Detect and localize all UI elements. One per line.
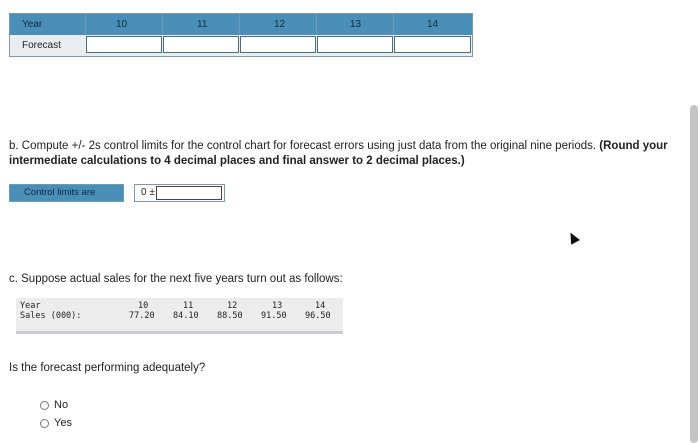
forecast-input-10[interactable] (86, 36, 162, 53)
sales-value-14: 96.50 (305, 311, 331, 321)
sales-value-12: 88.50 (217, 311, 243, 321)
sales-value-13: 91.50 (261, 311, 287, 321)
forecast-input-12[interactable] (240, 36, 316, 53)
radio-no-label[interactable]: No (54, 399, 69, 411)
radio-no[interactable] (40, 401, 49, 410)
control-limits-input[interactable] (156, 186, 222, 200)
forecast-table (9, 13, 473, 57)
control-limits-field-group (134, 184, 225, 202)
control-limits-label: Control limits are (9, 184, 124, 202)
part-b-rounding-note: (Round your intermediate calculations to 4 decimal places and final answer to 2 decimal places.) (9, 140, 668, 167)
forecast-input-11[interactable] (163, 36, 239, 53)
part-c-prompt: c. Suppose actual sales for the next five years turn out as follows: (9, 273, 343, 285)
year-14: 14 (427, 19, 439, 30)
sales-year-14: 14 (315, 301, 326, 311)
vertical-scrollbar[interactable] (690, 105, 698, 443)
year-12: 12 (274, 19, 286, 30)
forecast-label: Forecast (22, 40, 61, 51)
radio-yes-label[interactable]: Yes (54, 417, 72, 429)
year-label: Year (22, 19, 43, 30)
sales-year-label: Year (20, 301, 41, 311)
sales-year-11: 11 (183, 301, 194, 311)
year-10: 10 (116, 19, 128, 30)
mouse-pointer-icon (566, 230, 580, 244)
sales-value-10: 77.20 (129, 311, 155, 321)
sales-label: Sales (000): (20, 311, 82, 321)
year-13: 13 (350, 19, 362, 30)
adequacy-question: Is the forecast performing adequately? (9, 362, 206, 374)
sales-year-12: 12 (227, 301, 238, 311)
forecast-table-header-row (10, 14, 472, 35)
year-11: 11 (197, 19, 208, 30)
part-b-instructions (9, 139, 681, 169)
forecast-input-14[interactable] (394, 36, 471, 53)
sales-table (16, 298, 343, 334)
sales-year-13: 13 (272, 301, 283, 311)
part-b-text: b. Compute +/- 2s control limits for the control chart for forecast errors using just data from the original nine periods. (9, 140, 597, 152)
forecast-input-13[interactable] (317, 36, 393, 53)
plus-minus-prefix: 0 ± (141, 187, 155, 198)
sales-year-10: 10 (138, 301, 149, 311)
radio-yes[interactable] (40, 419, 49, 428)
sales-value-11: 84.10 (173, 311, 199, 321)
